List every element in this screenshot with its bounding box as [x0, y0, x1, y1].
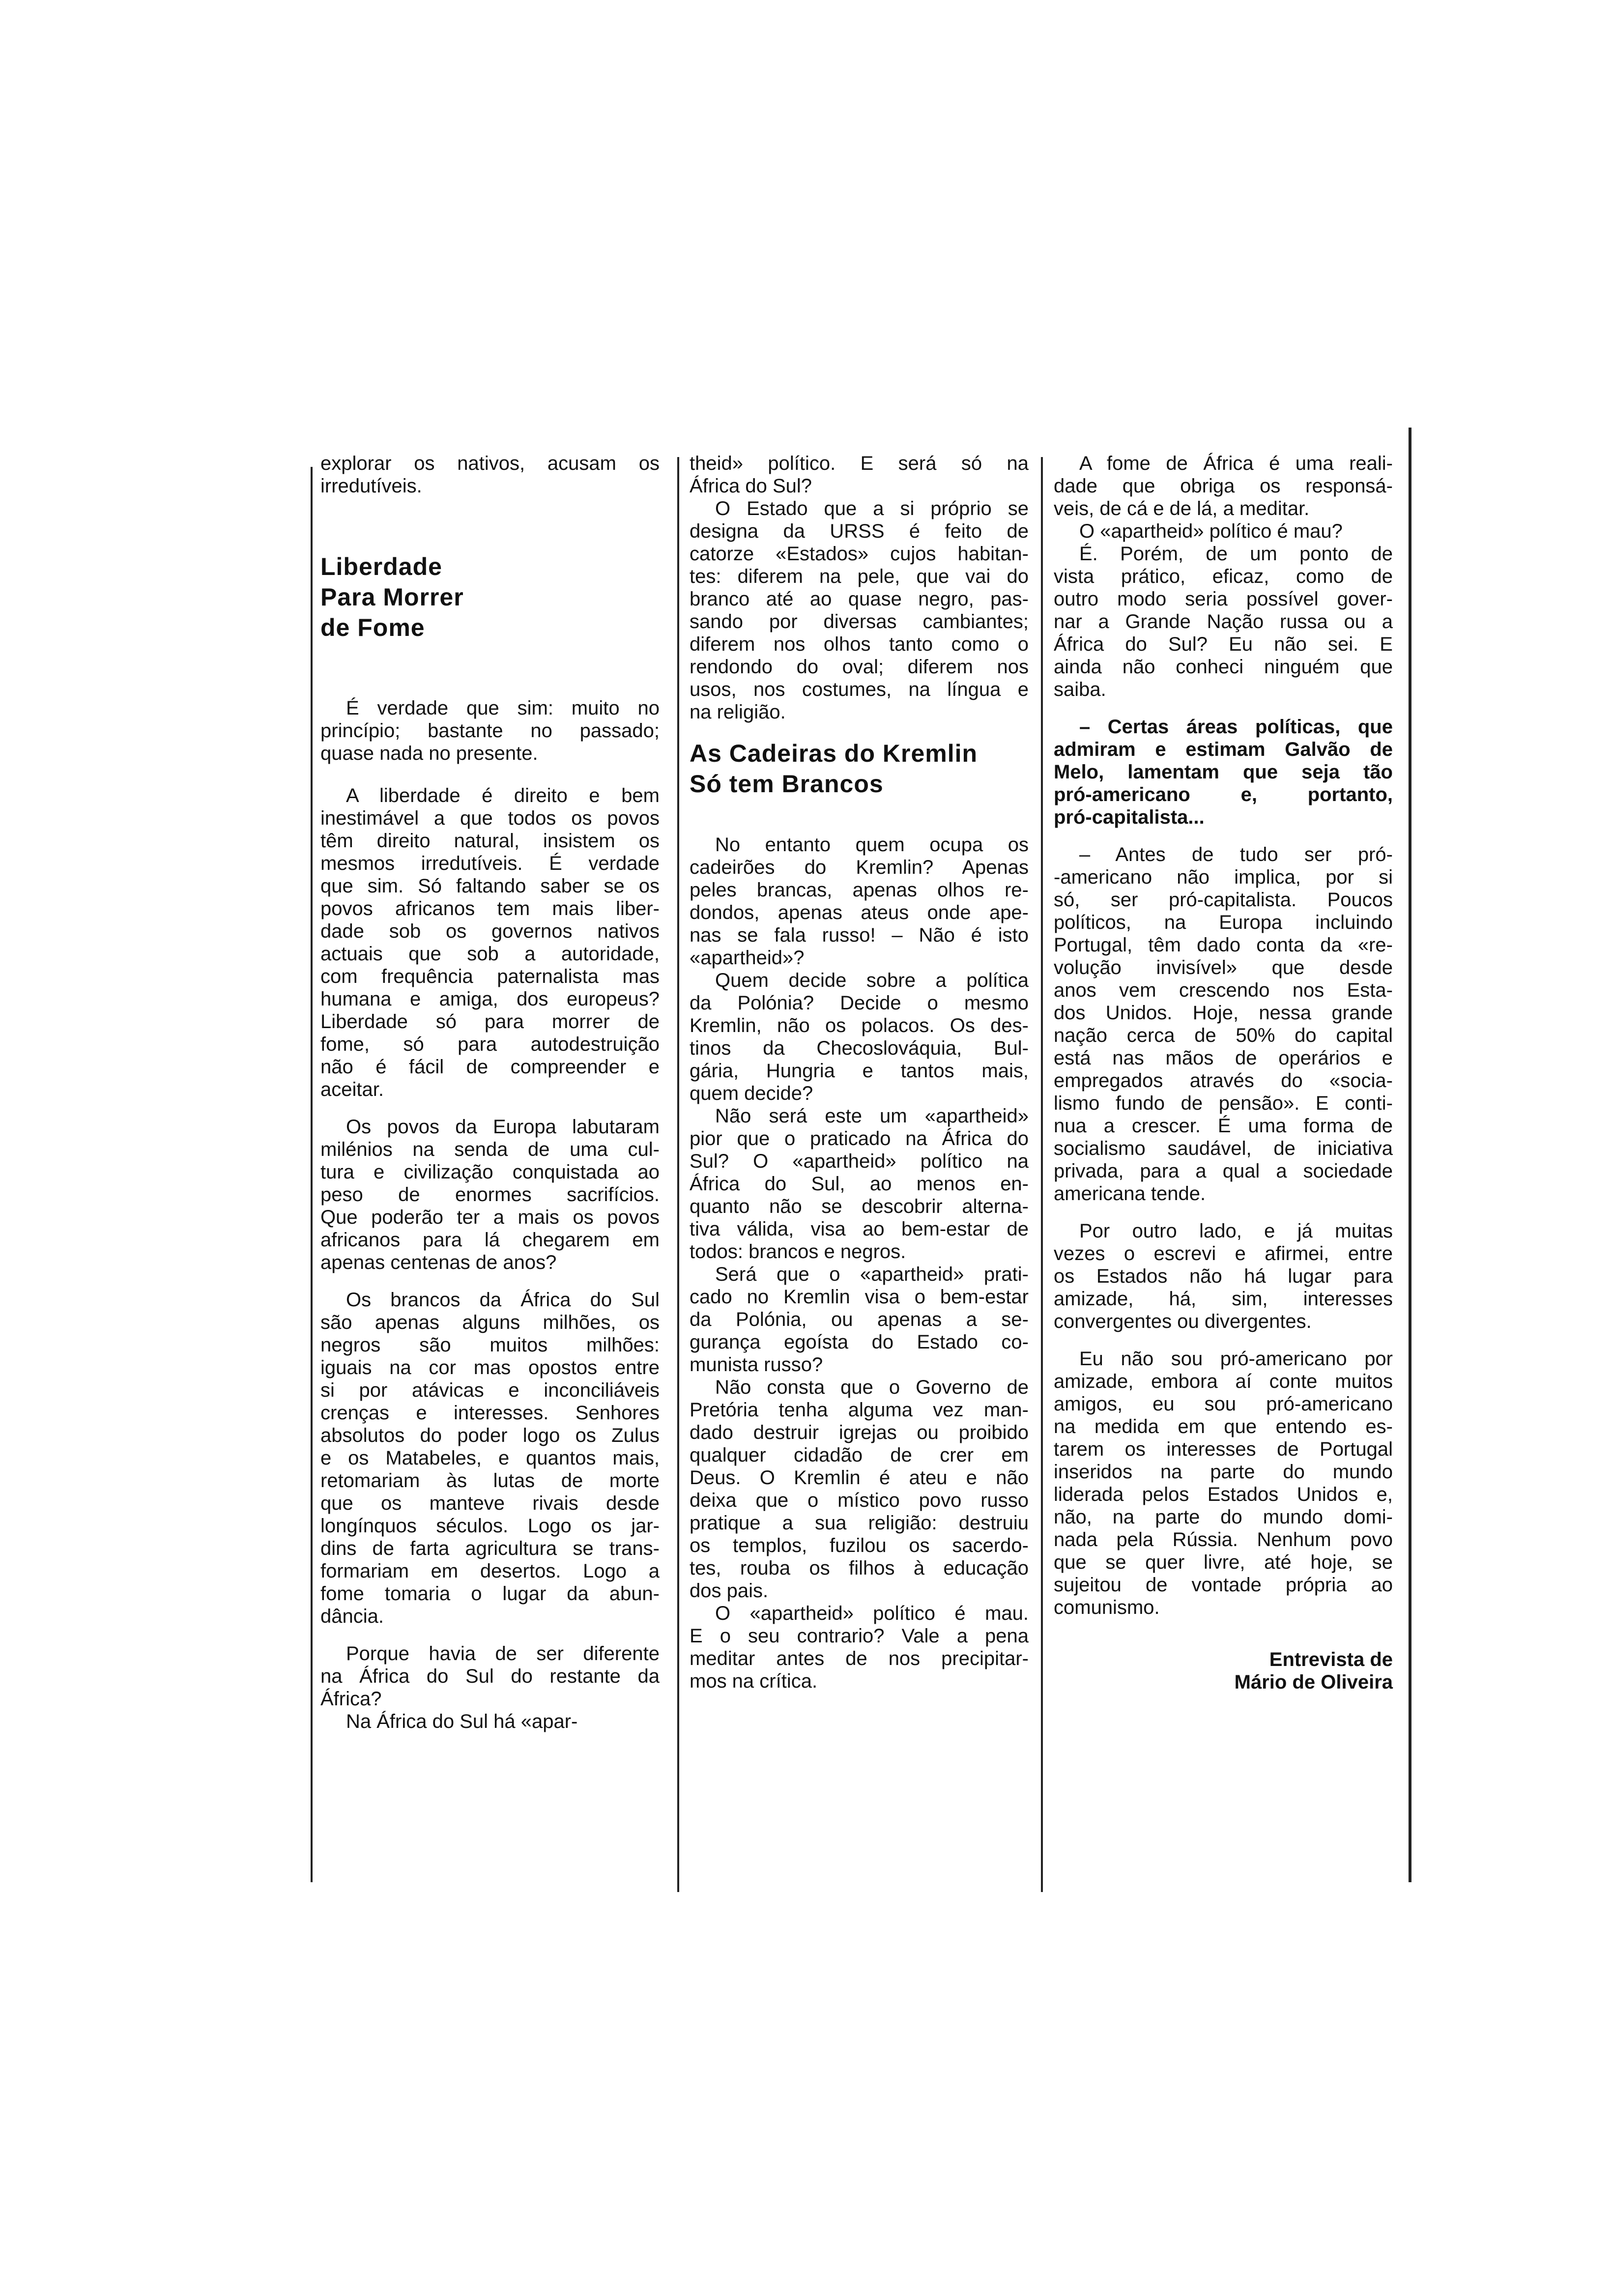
paragraph — [320, 1116, 660, 1274]
paragraph — [690, 452, 1029, 497]
paragraph — [320, 1642, 660, 1710]
text-line: ainda não conheci ninguém que — [1054, 656, 1393, 678]
text-line: usos, nos costumes, na língua e — [690, 679, 1029, 700]
text-line: A liberdade é direito e bem — [346, 785, 660, 806]
paragraph — [690, 1263, 1029, 1376]
text-line: com frequência paternalista mas — [320, 966, 660, 987]
text-line: irredutíveis. — [320, 475, 422, 497]
text-line: Porque havia de ser diferente — [346, 1643, 660, 1665]
text-line: É. Porém, de um ponto de — [1079, 543, 1393, 565]
text-line: E o seu contrario? Vale a pena — [690, 1625, 1029, 1647]
text-line: -americano não implica, por si — [1054, 866, 1393, 888]
text-line: No entanto quem ocupa os — [715, 834, 1029, 856]
text-line: explorar os nativos, acusam os — [320, 453, 660, 474]
text-line: nua a crescer. É uma forma de — [1054, 1115, 1393, 1137]
text-line: cadeirões do Kremlin? Apenas — [690, 857, 1029, 878]
text-line: povos africanos tem mais liber- — [320, 898, 660, 919]
article-column-1 — [320, 452, 660, 1733]
text-line: negros são muitos milhões: — [320, 1334, 660, 1356]
text-line: veis, de cá e de lá, a meditar. — [1054, 498, 1310, 519]
text-line: África do Sul, ao menos en- — [690, 1173, 1029, 1195]
text-line: Será que o «apartheid» prati- — [715, 1263, 1029, 1285]
text-line: retomariam às lutas de morte — [320, 1470, 660, 1492]
column-rule-right — [1409, 428, 1411, 1882]
text-line: dância. — [320, 1606, 384, 1627]
text-line: fome tomaria o lugar da abun- — [320, 1583, 660, 1605]
text-line: todos: brancos e negros. — [690, 1241, 906, 1263]
text-line: Quem decide sobre a política — [715, 970, 1029, 991]
text-line: Eu não sou pró-americano por — [1079, 1348, 1393, 1370]
paragraph — [690, 1105, 1029, 1263]
paragraph — [1054, 520, 1393, 543]
text-line: Os brancos da África do Sul — [346, 1289, 660, 1311]
text-line: tes, rouba os filhos à educação — [690, 1557, 1029, 1579]
text-line: Sul? O «apartheid» político na — [690, 1150, 1029, 1172]
column-rule-left — [311, 467, 313, 1882]
text-line: dondos, apenas ateus onde ape- — [690, 902, 1029, 923]
text-line: nar a Grande Nação russa ou a — [1054, 611, 1393, 632]
text-line: Portugal, têm dado conta da «re- — [1054, 934, 1393, 956]
paragraph — [1054, 1220, 1393, 1333]
text-line: quanto não se descobrir alterna- — [690, 1196, 1029, 1217]
text-line: si por atávicas e inconciliáveis — [320, 1379, 660, 1401]
text-line: da Polónia? Decide o mesmo — [690, 992, 1029, 1014]
text-line: dins de farta agricultura se trans- — [320, 1538, 660, 1559]
text-line: na religião. — [690, 701, 786, 723]
section-heading — [690, 738, 1029, 799]
text-line: anos vem crescendo nos Esta- — [1054, 979, 1393, 1001]
text-line: Na África do Sul há «apar- — [346, 1711, 578, 1732]
paragraph — [320, 452, 660, 497]
text-line: são apenas alguns milhões, os — [320, 1312, 660, 1333]
text-line: «apartheid»? — [690, 947, 805, 969]
text-line: dade sob os governos nativos — [320, 920, 660, 942]
text-line: privada, para a qual a sociedade — [1054, 1160, 1393, 1182]
text-line: Os povos da Europa labutaram — [346, 1116, 660, 1138]
heading-line: de Fome — [320, 614, 425, 641]
paragraph — [1054, 452, 1393, 520]
text-line: Por outro lado, e já muitas — [1079, 1220, 1393, 1242]
text-line: pró-capitalista... — [1054, 806, 1205, 828]
text-line: A fome de África é uma reali- — [1079, 453, 1393, 474]
text-line: mesmos irredutíveis. É verdade — [320, 853, 660, 874]
text-line: empregados através do «socia- — [1054, 1070, 1393, 1091]
text-line: políticos, na Europa incluindo — [1054, 912, 1393, 933]
text-line: África? — [320, 1688, 382, 1710]
text-line: americana tende. — [1054, 1183, 1206, 1205]
text-line: amizade, há, sim, interesses — [1054, 1288, 1393, 1310]
text-line: theid» político. E será só na — [690, 453, 1029, 474]
text-line: É verdade que sim: muito no — [346, 697, 660, 719]
text-line: O Estado que a si próprio se — [715, 498, 1029, 519]
text-line: tinos da Checoslováquia, Bul- — [690, 1037, 1029, 1059]
text-line: meditar antes de nos precipitar- — [690, 1648, 1029, 1669]
text-line: admiram e estimam Galvão de — [1054, 739, 1393, 760]
text-line: nação cerca de 50% do capital — [1054, 1025, 1393, 1046]
text-line: que se quer livre, até hoje, se — [1054, 1551, 1393, 1573]
text-line: têm direito natural, insistem os — [320, 830, 660, 852]
text-line: lismo fundo de pensão». E conti- — [1054, 1092, 1393, 1114]
text-line: rendondo do oval; diferem nos — [690, 656, 1029, 678]
text-line: não, na parte do mundo domi- — [1054, 1506, 1393, 1528]
byline — [1054, 1648, 1393, 1693]
paragraph — [1054, 843, 1393, 1205]
text-line: convergentes ou divergentes. — [1054, 1311, 1312, 1332]
paragraph — [320, 1710, 660, 1733]
article-column-3 — [1054, 452, 1393, 1693]
text-line: gurança egoísta do Estado co- — [690, 1331, 1029, 1353]
text-line: Melo, lamentam que seja tão — [1054, 761, 1393, 783]
text-line: princípio; bastante no passado; — [320, 720, 660, 742]
paragraph — [320, 697, 660, 765]
text-line: – Certas áreas políticas, que — [1079, 716, 1393, 738]
text-line: tiva válida, visa ao bem-estar de — [690, 1218, 1029, 1240]
text-line: África do Sul? Eu não sei. E — [1054, 633, 1393, 655]
text-line: Kremlin, não os polacos. Os des- — [690, 1015, 1029, 1036]
text-line: que os manteve rivais desde — [320, 1492, 660, 1514]
text-line: milénios na senda de uma cul- — [320, 1139, 660, 1160]
text-line: sujeitou de vontade própria ao — [1054, 1574, 1393, 1596]
text-line: dado destruir igrejas ou proibido — [690, 1422, 1029, 1443]
text-line: – Antes de tudo ser pró- — [1079, 844, 1393, 865]
text-line: pratique a sua religião: destruiu — [690, 1512, 1029, 1534]
text-line: branco até ao quase negro, pas- — [690, 588, 1029, 610]
text-line: Entrevista de — [1269, 1649, 1393, 1670]
heading-line: As Cadeiras do Kremlin — [690, 740, 978, 767]
text-line: só, ser pró-capitalista. Poucos — [1054, 889, 1393, 911]
column-rule-1 — [677, 457, 679, 1892]
text-line: pior que o praticado na África do — [690, 1128, 1029, 1149]
text-line: não é fácil de compreender e — [320, 1056, 660, 1078]
text-line: está nas mãos de operários e — [1054, 1047, 1393, 1069]
paragraph — [1054, 1348, 1393, 1619]
paragraph — [320, 784, 660, 1101]
text-line: formariam em desertos. Logo a — [320, 1560, 660, 1582]
text-line: peso de enormes sacrifícios. — [320, 1184, 660, 1205]
text-line: os Estados não há lugar para — [1054, 1265, 1393, 1287]
text-line: socialismo saudável, de iniciativa — [1054, 1138, 1393, 1159]
text-line: peles brancas, apenas olhos re- — [690, 879, 1029, 901]
text-line: dos pais. — [690, 1580, 769, 1602]
paragraph — [690, 1602, 1029, 1693]
text-line: absolutos do poder logo os Zulus — [320, 1425, 660, 1446]
text-line: crenças e interesses. Senhores — [320, 1402, 660, 1424]
text-line: vezes o escrevi e afirmei, entre — [1054, 1243, 1393, 1264]
text-line: África do Sul? — [690, 475, 812, 497]
text-line: Mário de Oliveira — [1234, 1671, 1393, 1693]
text-line: Que poderão ter a mais os povos — [320, 1206, 660, 1228]
text-line: que sim. Só faltando saber se os — [320, 875, 660, 897]
text-line: da Polónia, ou apenas a se- — [690, 1309, 1029, 1330]
text-line: actuais que sob a autoridade, — [320, 943, 660, 965]
text-line: quem decide? — [690, 1083, 813, 1104]
heading-line: Liberdade — [320, 553, 442, 580]
article-column-2 — [690, 452, 1029, 1693]
text-line: dade que obriga os responsá- — [1054, 475, 1393, 497]
text-line: iguais na cor mas opostos entre — [320, 1357, 660, 1378]
paragraph — [690, 1376, 1029, 1602]
text-line: na medida em que entendo es- — [1054, 1416, 1393, 1437]
paragraph — [1054, 716, 1393, 829]
text-line: volução invisível» que desde — [1054, 957, 1393, 978]
text-line: qualquer cidadão de crer em — [690, 1444, 1029, 1466]
paragraph — [1054, 543, 1393, 701]
text-line: tes: diferem na pele, que vai do — [690, 566, 1029, 587]
text-line: Não será este um «apartheid» — [715, 1105, 1029, 1127]
column-rule-2 — [1041, 457, 1043, 1892]
text-line: fome, só para autodestruição — [320, 1033, 660, 1055]
text-line: nada pela Rússia. Nenhum povo — [1054, 1529, 1393, 1550]
text-line: Deus. O Kremlin é ateu e não — [690, 1467, 1029, 1489]
text-line: outro modo seria possível gover- — [1054, 588, 1393, 610]
text-line: tarem os interesses de Portugal — [1054, 1438, 1393, 1460]
text-line: sando por diversas cambiantes; — [690, 611, 1029, 632]
text-line: Liberdade só para morrer de — [320, 1011, 660, 1033]
text-line: aceitar. — [320, 1079, 384, 1100]
text-line: liderada pelos Estados Unidos e, — [1054, 1484, 1393, 1505]
text-line: dos Unidos. Hoje, nessa grande — [1054, 1002, 1393, 1024]
text-line: humana e amiga, dos europeus? — [320, 988, 660, 1010]
section-heading — [320, 551, 660, 643]
text-line: inseridos na parte do mundo — [1054, 1461, 1393, 1483]
text-line: comunismo. — [1054, 1597, 1160, 1618]
text-line: diferem nos olhos tanto como o — [690, 633, 1029, 655]
heading-line: Só tem Brancos — [690, 770, 884, 798]
paragraph — [690, 969, 1029, 1105]
text-line: amigos, eu sou pró-americano — [1054, 1393, 1393, 1415]
text-line: saiba. — [1054, 679, 1106, 700]
text-line: na África do Sul do restante da — [320, 1665, 660, 1687]
text-line: munista russo? — [690, 1354, 823, 1376]
text-line: mos na crítica. — [690, 1670, 818, 1692]
text-line: longínquos séculos. Logo os jar- — [320, 1515, 660, 1537]
paragraph — [690, 497, 1029, 723]
text-line: e os Matabeles, e quantos mais, — [320, 1447, 660, 1469]
text-line: pró-americano e, portanto, — [1054, 784, 1393, 805]
text-line: africanos para lá chegarem em — [320, 1229, 660, 1251]
text-line: vista prático, eficaz, como de — [1054, 566, 1393, 587]
text-line: Pretória tenha alguma vez man- — [690, 1399, 1029, 1421]
text-line: tura e civilização conquistada ao — [320, 1161, 660, 1183]
text-line: quase nada no presente. — [320, 743, 538, 764]
text-line: apenas centenas de anos? — [320, 1252, 557, 1273]
text-line: inestimável a que todos os povos — [320, 807, 660, 829]
text-line: nas se fala russo! – Não é isto — [690, 924, 1029, 946]
text-line: deixa que o místico povo russo — [690, 1490, 1029, 1511]
paragraph — [690, 833, 1029, 969]
text-line: amizade, embora aí conte muitos — [1054, 1371, 1393, 1392]
text-line: catorze «Estados» cujos habitan- — [690, 543, 1029, 565]
text-line: Não consta que o Governo de — [715, 1377, 1029, 1398]
text-line: gária, Hungria e tantos mais, — [690, 1060, 1029, 1082]
text-line: os templos, fuzilou os sacerdo- — [690, 1535, 1029, 1556]
text-line: designa da URSS é feito de — [690, 520, 1029, 542]
paragraph — [320, 1289, 660, 1628]
heading-line: Para Morrer — [320, 583, 464, 611]
text-line: O «apartheid» político é mau. — [715, 1603, 1029, 1624]
text-line: O «apartheid» político é mau? — [1079, 520, 1343, 542]
text-line: cado no Kremlin visa o bem-estar — [690, 1286, 1029, 1308]
